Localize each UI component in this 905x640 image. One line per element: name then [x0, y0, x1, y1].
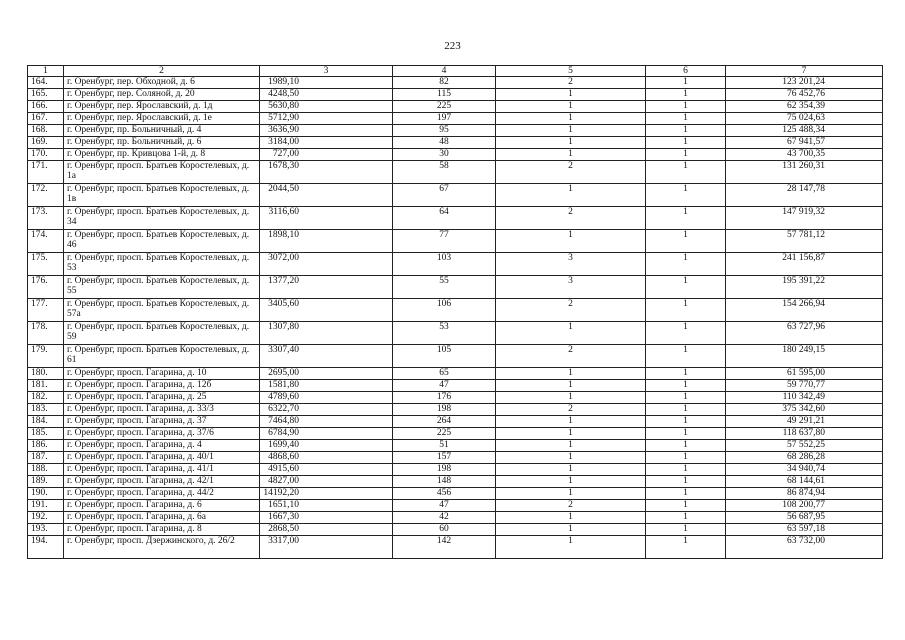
table-row [28, 322, 883, 345]
residents-cell: 198 [393, 404, 496, 416]
amount-cell: 131 260,31 [726, 161, 883, 184]
row-number-cell: 181. [28, 380, 64, 392]
amount-cell: 195 391,22 [726, 276, 883, 299]
residents-cell: 58 [393, 161, 496, 184]
column-5-cell: 2 [496, 500, 646, 512]
residents-cell: 65 [393, 368, 496, 380]
table-row [28, 345, 883, 368]
amount-cell: 118 637,80 [726, 428, 883, 440]
column-6-cell: 1 [646, 488, 726, 500]
column-5-cell: 1 [496, 524, 646, 536]
residents-cell: 197 [393, 113, 496, 125]
column-6-cell: 1 [646, 101, 726, 113]
address-cell: г. Оренбург, пр. Больничный, д. 4 [64, 125, 260, 137]
row-number-cell: 164. [28, 77, 64, 89]
amount-cell: 375 342,60 [726, 404, 883, 416]
row-number-cell: 175. [28, 253, 64, 276]
table-row [28, 392, 883, 404]
column-6-cell: 1 [646, 524, 726, 536]
address-cell: г. Оренбург, просп. Гагарина, д. 10 [64, 368, 260, 380]
row-number-cell: 172. [28, 184, 64, 207]
column-5-cell: 1 [496, 368, 646, 380]
row-number-cell: 178. [28, 322, 64, 345]
register-table [27, 65, 883, 559]
area-cell: 1377,20 [260, 276, 393, 299]
area-cell: 3307,40 [260, 345, 393, 368]
column-6-cell: 1 [646, 452, 726, 464]
area-cell: 4789,60 [260, 392, 393, 404]
column-5-cell: 1 [496, 137, 646, 149]
column-5-cell: 1 [496, 536, 646, 559]
area-cell: 7464,80 [260, 416, 393, 428]
column-6-cell: 1 [646, 512, 726, 524]
table-row [28, 476, 883, 488]
amount-cell: 180 249,15 [726, 345, 883, 368]
column-6-cell: 1 [646, 161, 726, 184]
amount-cell: 63 727,96 [726, 322, 883, 345]
amount-cell: 125 488,34 [726, 125, 883, 137]
column-5-cell: 1 [496, 125, 646, 137]
row-number-cell: 177. [28, 299, 64, 322]
column-5-cell: 2 [496, 77, 646, 89]
residents-cell: 106 [393, 299, 496, 322]
address-cell: г. Оренбург, просп. Гагарина, д. 25 [64, 392, 260, 404]
column-6-cell: 1 [646, 113, 726, 125]
address-cell: г. Оренбург, просп. Братьев Коростелевых, д. 55 [64, 276, 260, 299]
address-cell: г. Оренбург, пер. Обходной, д. 6 [64, 77, 260, 89]
row-number-cell: 182. [28, 392, 64, 404]
column-6-cell: 1 [646, 416, 726, 428]
address-cell: г. Оренбург, просп. Гагарина, д. 6 [64, 500, 260, 512]
column-5-cell: 1 [496, 89, 646, 101]
area-cell: 1581,80 [260, 380, 393, 392]
table-row [28, 101, 883, 113]
area-cell: 1898,10 [260, 230, 393, 253]
column-5-cell: 1 [496, 322, 646, 345]
table-row [28, 253, 883, 276]
column-5-cell: 1 [496, 392, 646, 404]
column-5-cell: 2 [496, 299, 646, 322]
area-cell: 1699,40 [260, 440, 393, 452]
table-row [28, 464, 883, 476]
table-row [28, 368, 883, 380]
amount-cell: 123 201,24 [726, 77, 883, 89]
row-number-cell: 194. [28, 536, 64, 559]
column-6-cell: 1 [646, 230, 726, 253]
amount-cell: 62 354,39 [726, 101, 883, 113]
table-row [28, 125, 883, 137]
area-cell: 5712,90 [260, 113, 393, 125]
column-5-cell: 1 [496, 184, 646, 207]
residents-cell: 142 [393, 536, 496, 559]
table-row [28, 536, 883, 559]
row-number-cell: 185. [28, 428, 64, 440]
address-cell: г. Оренбург, просп. Братьев Коростелевых, д. 1а [64, 161, 260, 184]
row-number-cell: 167. [28, 113, 64, 125]
amount-cell: 76 452,76 [726, 89, 883, 101]
amount-cell: 49 291,21 [726, 416, 883, 428]
area-cell: 6322,70 [260, 404, 393, 416]
column-header: 2 [64, 66, 260, 77]
table-row [28, 184, 883, 207]
column-6-cell: 1 [646, 207, 726, 230]
address-cell: г. Оренбург, пер. Ярославский, д. 1д [64, 101, 260, 113]
residents-cell: 53 [393, 322, 496, 345]
address-cell: г. Оренбург, просп. Братьев Коростелевых, д. 1в [64, 184, 260, 207]
residents-cell: 225 [393, 428, 496, 440]
residents-cell: 264 [393, 416, 496, 428]
amount-cell: 63 732,00 [726, 536, 883, 559]
row-number-cell: 183. [28, 404, 64, 416]
area-cell: 4868,60 [260, 452, 393, 464]
area-cell: 3317,00 [260, 536, 393, 559]
area-cell: 4827,00 [260, 476, 393, 488]
address-cell: г. Оренбург, просп. Гагарина, д. 37/6 [64, 428, 260, 440]
column-5-cell: 2 [496, 207, 646, 230]
row-number-cell: 190. [28, 488, 64, 500]
row-number-cell: 169. [28, 137, 64, 149]
table-row [28, 512, 883, 524]
address-cell: г. Оренбург, просп. Братьев Коростелевых, д. 61 [64, 345, 260, 368]
area-cell: 3405,60 [260, 299, 393, 322]
column-6-cell: 1 [646, 276, 726, 299]
address-cell: г. Оренбург, пер. Соляной, д. 20 [64, 89, 260, 101]
residents-cell: 42 [393, 512, 496, 524]
column-6-cell: 1 [646, 368, 726, 380]
column-5-cell: 1 [496, 440, 646, 452]
table-row [28, 440, 883, 452]
address-cell: г. Оренбург, пер. Ярославский, д. 1е [64, 113, 260, 125]
address-cell: г. Оренбург, просп. Гагарина, д. 42/1 [64, 476, 260, 488]
column-5-cell: 1 [496, 488, 646, 500]
table-row [28, 416, 883, 428]
column-5-cell: 2 [496, 404, 646, 416]
column-5-cell: 1 [496, 380, 646, 392]
address-cell: г. Оренбург, просп. Гагарина, д. 6а [64, 512, 260, 524]
column-6-cell: 1 [646, 89, 726, 101]
amount-cell: 75 024,63 [726, 113, 883, 125]
table-row [28, 77, 883, 89]
area-cell: 1989,10 [260, 77, 393, 89]
amount-cell: 108 200,77 [726, 500, 883, 512]
amount-cell: 86 874,94 [726, 488, 883, 500]
area-cell: 1667,30 [260, 512, 393, 524]
table-row [28, 137, 883, 149]
table-row [28, 207, 883, 230]
row-number-cell: 184. [28, 416, 64, 428]
area-cell: 4915,60 [260, 464, 393, 476]
area-cell: 2868,50 [260, 524, 393, 536]
row-number-cell: 171. [28, 161, 64, 184]
residents-cell: 103 [393, 253, 496, 276]
area-cell: 1678,30 [260, 161, 393, 184]
row-number-cell: 166. [28, 101, 64, 113]
column-6-cell: 1 [646, 404, 726, 416]
row-number-cell: 168. [28, 125, 64, 137]
column-5-cell: 3 [496, 276, 646, 299]
area-cell: 14192,20 [260, 488, 393, 500]
address-cell: г. Оренбург, просп. Гагарина, д. 37 [64, 416, 260, 428]
residents-cell: 51 [393, 440, 496, 452]
area-cell: 1307,80 [260, 322, 393, 345]
column-6-cell: 1 [646, 149, 726, 161]
column-6-cell: 1 [646, 476, 726, 488]
residents-cell: 48 [393, 137, 496, 149]
column-5-cell: 1 [496, 476, 646, 488]
address-cell: г. Оренбург, просп. Гагарина, д. 4 [64, 440, 260, 452]
amount-cell: 154 266,94 [726, 299, 883, 322]
residents-cell: 64 [393, 207, 496, 230]
area-cell: 6784,90 [260, 428, 393, 440]
amount-cell: 63 597,18 [726, 524, 883, 536]
row-number-cell: 176. [28, 276, 64, 299]
row-number-cell: 180. [28, 368, 64, 380]
column-6-cell: 1 [646, 464, 726, 476]
area-cell: 1651,10 [260, 500, 393, 512]
column-5-cell: 1 [496, 464, 646, 476]
area-cell: 3636,90 [260, 125, 393, 137]
table-row [28, 488, 883, 500]
area-cell: 3184,00 [260, 137, 393, 149]
column-5-cell: 1 [496, 113, 646, 125]
column-6-cell: 1 [646, 500, 726, 512]
address-cell: г. Оренбург, просп. Гагарина, д. 33/3 [64, 404, 260, 416]
column-6-cell: 1 [646, 299, 726, 322]
amount-cell: 57 781,12 [726, 230, 883, 253]
table-row [28, 428, 883, 440]
column-header: 3 [260, 66, 393, 77]
column-5-cell: 1 [496, 416, 646, 428]
residents-cell: 148 [393, 476, 496, 488]
amount-cell: 59 770,77 [726, 380, 883, 392]
column-6-cell: 1 [646, 345, 726, 368]
column-6-cell: 1 [646, 125, 726, 137]
table-row [28, 161, 883, 184]
row-number-cell: 187. [28, 452, 64, 464]
table-row [28, 113, 883, 125]
column-header: 6 [646, 66, 726, 77]
amount-cell: 110 342,49 [726, 392, 883, 404]
amount-cell: 68 144,61 [726, 476, 883, 488]
column-6-cell: 1 [646, 253, 726, 276]
amount-cell: 34 940,74 [726, 464, 883, 476]
table-row [28, 452, 883, 464]
column-6-cell: 1 [646, 380, 726, 392]
column-6-cell: 1 [646, 184, 726, 207]
address-cell: г. Оренбург, пр. Больничный, д. 6 [64, 137, 260, 149]
residents-cell: 198 [393, 464, 496, 476]
residents-cell: 456 [393, 488, 496, 500]
row-number-cell: 189. [28, 476, 64, 488]
row-number-cell: 191. [28, 500, 64, 512]
area-cell: 5630,80 [260, 101, 393, 113]
table-row [28, 276, 883, 299]
residents-cell: 47 [393, 500, 496, 512]
column-5-cell: 1 [496, 428, 646, 440]
column-6-cell: 1 [646, 392, 726, 404]
residents-cell: 105 [393, 345, 496, 368]
address-cell: г. Оренбург, просп. Братьев Коростелевых, д. 46 [64, 230, 260, 253]
amount-cell: 57 552,25 [726, 440, 883, 452]
header-row [28, 66, 883, 77]
row-number-cell: 179. [28, 345, 64, 368]
table-row [28, 299, 883, 322]
area-cell: 727,00 [260, 149, 393, 161]
column-6-cell: 1 [646, 322, 726, 345]
row-number-cell: 193. [28, 524, 64, 536]
amount-cell: 68 286,28 [726, 452, 883, 464]
column-6-cell: 1 [646, 440, 726, 452]
column-header: 5 [496, 66, 646, 77]
table-row [28, 500, 883, 512]
page-number: 223 [444, 40, 461, 52]
residents-cell: 60 [393, 524, 496, 536]
column-5-cell: 1 [496, 101, 646, 113]
column-6-cell: 1 [646, 536, 726, 559]
column-5-cell: 1 [496, 452, 646, 464]
column-6-cell: 1 [646, 428, 726, 440]
address-cell: г. Оренбург, пр. Кривцова 1-й, д. 8 [64, 149, 260, 161]
column-5-cell: 1 [496, 512, 646, 524]
table-row [28, 404, 883, 416]
column-6-cell: 1 [646, 77, 726, 89]
amount-cell: 147 919,32 [726, 207, 883, 230]
address-cell: г. Оренбург, просп. Гагарина, д. 40/1 [64, 452, 260, 464]
column-5-cell: 3 [496, 253, 646, 276]
column-header: 1 [28, 66, 64, 77]
column-5-cell: 2 [496, 161, 646, 184]
residents-cell: 115 [393, 89, 496, 101]
address-cell: г. Оренбург, просп. Гагарина, д. 12б [64, 380, 260, 392]
column-5-cell: 2 [496, 345, 646, 368]
row-number-cell: 188. [28, 464, 64, 476]
address-cell: г. Оренбург, просп. Братьев Коростелевых, д. 53 [64, 253, 260, 276]
amount-cell: 28 147,78 [726, 184, 883, 207]
area-cell: 4248,50 [260, 89, 393, 101]
address-cell: г. Оренбург, просп. Братьев Коростелевых, д. 34 [64, 207, 260, 230]
residents-cell: 55 [393, 276, 496, 299]
column-6-cell: 1 [646, 137, 726, 149]
row-number-cell: 192. [28, 512, 64, 524]
table-row [28, 149, 883, 161]
address-cell: г. Оренбург, просп. Братьев Коростелевых, д. 59 [64, 322, 260, 345]
column-header: 7 [726, 66, 883, 77]
residents-cell: 95 [393, 125, 496, 137]
column-header: 4 [393, 66, 496, 77]
residents-cell: 67 [393, 184, 496, 207]
table-row [28, 524, 883, 536]
column-5-cell: 1 [496, 230, 646, 253]
residents-cell: 157 [393, 452, 496, 464]
address-cell: г. Оренбург, просп. Дзержинского, д. 26/2 [64, 536, 260, 559]
row-number-cell: 186. [28, 440, 64, 452]
area-cell: 3116,60 [260, 207, 393, 230]
residents-cell: 47 [393, 380, 496, 392]
area-cell: 2695,00 [260, 368, 393, 380]
table-row [28, 380, 883, 392]
address-cell: г. Оренбург, просп. Гагарина, д. 44/2 [64, 488, 260, 500]
area-cell: 2044,50 [260, 184, 393, 207]
amount-cell: 241 156,87 [726, 253, 883, 276]
row-number-cell: 165. [28, 89, 64, 101]
residents-cell: 82 [393, 77, 496, 89]
row-number-cell: 174. [28, 230, 64, 253]
residents-cell: 30 [393, 149, 496, 161]
area-cell: 3072,00 [260, 253, 393, 276]
address-cell: г. Оренбург, просп. Гагарина, д. 8 [64, 524, 260, 536]
residents-cell: 225 [393, 101, 496, 113]
amount-cell: 67 941,57 [726, 137, 883, 149]
residents-cell: 77 [393, 230, 496, 253]
row-number-cell: 170. [28, 149, 64, 161]
table-row [28, 230, 883, 253]
table-row [28, 89, 883, 101]
address-cell: г. Оренбург, просп. Гагарина, д. 41/1 [64, 464, 260, 476]
column-5-cell: 1 [496, 149, 646, 161]
amount-cell: 43 700,35 [726, 149, 883, 161]
row-number-cell: 173. [28, 207, 64, 230]
amount-cell: 61 595,00 [726, 368, 883, 380]
residents-cell: 176 [393, 392, 496, 404]
amount-cell: 56 687,95 [726, 512, 883, 524]
address-cell: г. Оренбург, просп. Братьев Коростелевых, д. 57а [64, 299, 260, 322]
